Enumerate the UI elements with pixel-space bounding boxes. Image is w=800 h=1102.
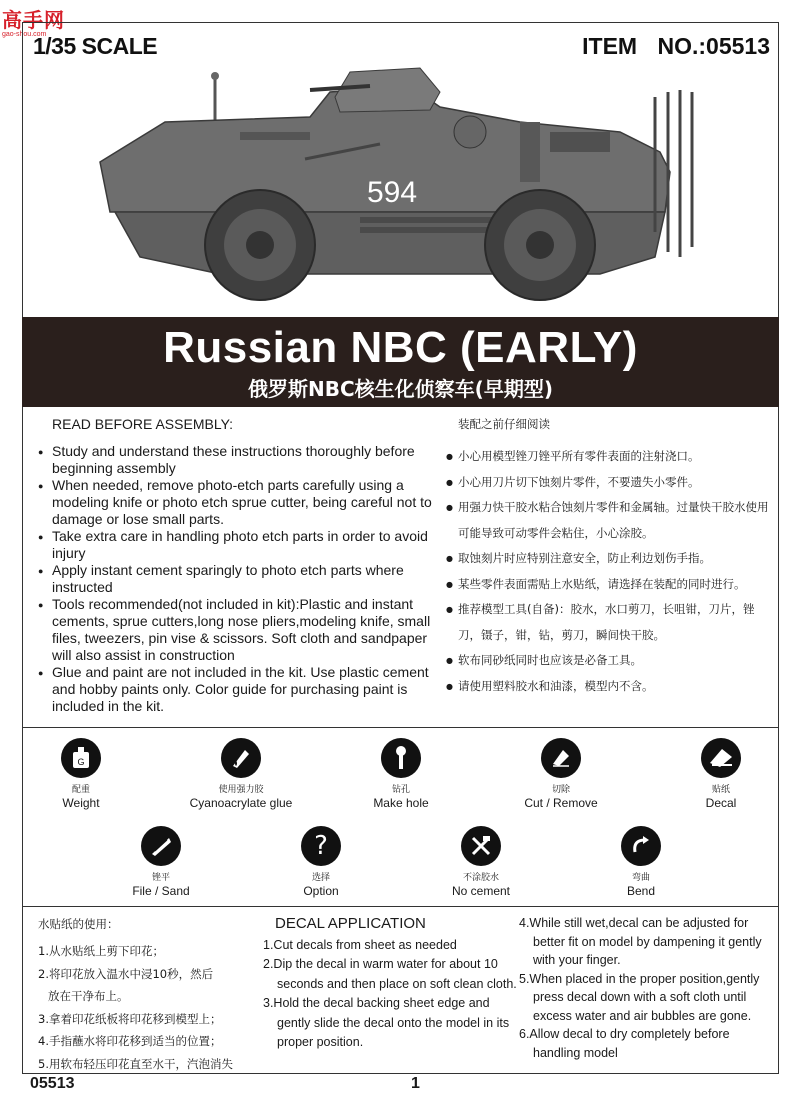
list-item: ● Glue and paint are not included in the kit. Use plastic cement and hobby paints only. Color guide for purchasing paint is included in the kit. (36, 664, 436, 715)
symbol-label-cn: 选择 (311, 873, 330, 883)
list-item: ● Apply instant cement sparingly to photo etch parts where instructed (36, 562, 436, 596)
list-item: 4.While still wet,decal can be adjusted for better fit on model by dampening it gently with your finger. (519, 916, 762, 967)
symbol-label-cn: 切除 (551, 785, 570, 795)
decal-heading-cn: 水贴纸的使用： (38, 917, 119, 931)
symbol-label-en: Option (303, 884, 339, 898)
decal-icon (701, 738, 741, 778)
list-item: 3.拿着印花纸板将印花移到模型上； (38, 1011, 222, 1026)
divider (22, 727, 779, 728)
symbol-label-en: Weight (62, 796, 100, 810)
list-item: 4.手指蘸水将印花移到适当的位置； (38, 1034, 222, 1048)
weight-icon (61, 738, 101, 778)
rear-wheel (485, 190, 595, 300)
read-before-assembly-en (36, 416, 436, 715)
symbol-decal (666, 738, 776, 810)
list-item: 6.Allow decal to dry completely before handling model (519, 1027, 730, 1060)
symbol-bend (586, 826, 696, 898)
symbol-glue (186, 738, 296, 810)
read-heading-cn: 装配之前仔细阅读 (458, 417, 550, 431)
list-item: 1.Cut decals from sheet as needed (263, 937, 457, 952)
symbol-weight (26, 738, 136, 810)
symbol-label-en: Make hole (373, 796, 429, 810)
watermark-logo: 高手网 (2, 8, 65, 32)
list-item: ● Study and understand these instructions thoroughly before beginning assembly (36, 443, 436, 477)
page-number: 1 (411, 1075, 420, 1092)
watermark-url: gao-shou.com (2, 31, 47, 38)
list-item: ● 小心用刀片切下蚀刻片零件，不要遗失小零件。 (446, 470, 776, 496)
list-item: ● 软布同砂纸同时也应该是必备工具。 (446, 648, 776, 674)
decal-application-en-continued (519, 914, 771, 1062)
list-item: ● When needed, remove photo-etch parts carefully using a modeling knife or photo etch sprue cutter, being careful not to damage or lose small parts. (36, 477, 436, 528)
file-icon (141, 826, 181, 866)
symbol-label-en: No cement (451, 884, 511, 898)
symbol-label-en: Bend (626, 884, 656, 898)
list-item: ● 取蚀刻片时应特别注意安全，防止利边划伤手指。 (446, 546, 776, 572)
divider (22, 906, 779, 907)
list-item: ● Take extra care in handling photo etch parts in order to avoid injury (36, 528, 436, 562)
list-item: 2.将印花放入温水中浸10秒，然后 (38, 966, 214, 981)
glue-drop-icon (221, 738, 261, 778)
no-cement-icon (461, 826, 501, 866)
symbol-cut (506, 738, 616, 810)
symbol-file (106, 826, 216, 898)
vehicle-number: 594 (366, 176, 418, 209)
symbol-label-en: Decal (705, 796, 737, 810)
item-code-footer: 05513 (30, 1075, 75, 1092)
knife-icon (541, 738, 581, 778)
list-item: 1.从水贴纸上剪下印花； (38, 944, 164, 958)
list-item: 2.Dip the decal in warm water for about 10 seconds and then place on soft clean cloth. (263, 957, 517, 991)
symbol-label-en: File / Sand (132, 884, 190, 898)
list-item: 5.用软布轻压印花直至水干，汽泡消失 (38, 1056, 233, 1071)
symbol-drill (346, 738, 456, 810)
read-heading-en: READ BEFORE ASSEMBLY: (52, 416, 234, 432)
symbol-no-cement (426, 826, 536, 898)
title-banner (22, 317, 779, 407)
item-number: ITEM NO.:05513 (582, 33, 770, 59)
bend-icon (621, 826, 661, 866)
svg-text:G: G (77, 757, 85, 767)
symbol-label-en: Cyanoacrylate glue (189, 796, 293, 810)
symbol-label-cn: 使用强力胶 (218, 785, 264, 795)
symbol-label-cn: 贴纸 (711, 785, 730, 795)
list-item: ● 某些零件表面需贴上水贴纸，请选择在装配的同时进行。 (446, 572, 776, 598)
list-item: 5.When placed in the proper position,gently press decal down with a soft cloth until excess water and air bubbles are gone. (519, 971, 760, 1023)
symbol-label-en: Cut / Remove (524, 796, 598, 810)
scale-label: 1/35 SCALE (33, 33, 158, 59)
question-icon: ? (301, 826, 341, 866)
drill-icon (381, 738, 421, 778)
list-item: ● 请使用塑料胶水和油漆，模型内不含。 (446, 674, 776, 700)
list-item: ● 推荐模型工具(自备)：胶水，水口剪刀，长咀钳，刀片，锉刀，镊子，钳，钻，剪刀，瞬间快干胶。 (446, 597, 776, 648)
symbol-label-cn: 弯曲 (631, 873, 650, 883)
vehicle-illustration (80, 62, 700, 317)
page-title: Russian NBC (EARLY) (163, 323, 638, 372)
page-subtitle: 俄罗斯NBC核生化侦察车(早期型) (248, 377, 553, 401)
list-item: ● Tools recommended(not included in kit):Plastic and instant cements, sprue cutters,long nose pliers,modeling knife, small files, tweezers, pin vise & scissors. Soft cloth and sandpaper will also assist in construction (36, 596, 436, 664)
list-item: ● 小心用模型锉刀锉平所有零件表面的注射浇口。 (446, 444, 776, 470)
decal-application-en (263, 914, 521, 1053)
decal-application-cn (38, 916, 263, 1075)
list-item: 放在干净布上。 (48, 989, 129, 1003)
symbol-label-cn: 钻孔 (391, 785, 410, 795)
symbol-label-cn: 配重 (71, 785, 90, 795)
symbol-option (266, 826, 376, 898)
list-item: ● 用强力快干胶水粘合蚀刻片零件和金属轴。过量快干胶水使用可能导致可动零件会粘住，小心涂胶。 (446, 495, 776, 546)
list-item: 3.Hold the decal backing sheet edge and gently slide the decal onto the model in its proper position. (263, 996, 510, 1049)
read-before-assembly-cn (446, 416, 776, 699)
decal-heading-en: DECAL APPLICATION (275, 915, 426, 932)
symbol-label-cn: 不涂胶水 (462, 873, 499, 883)
symbol-label-cn: 锉平 (151, 873, 170, 883)
front-wheel (205, 190, 315, 300)
